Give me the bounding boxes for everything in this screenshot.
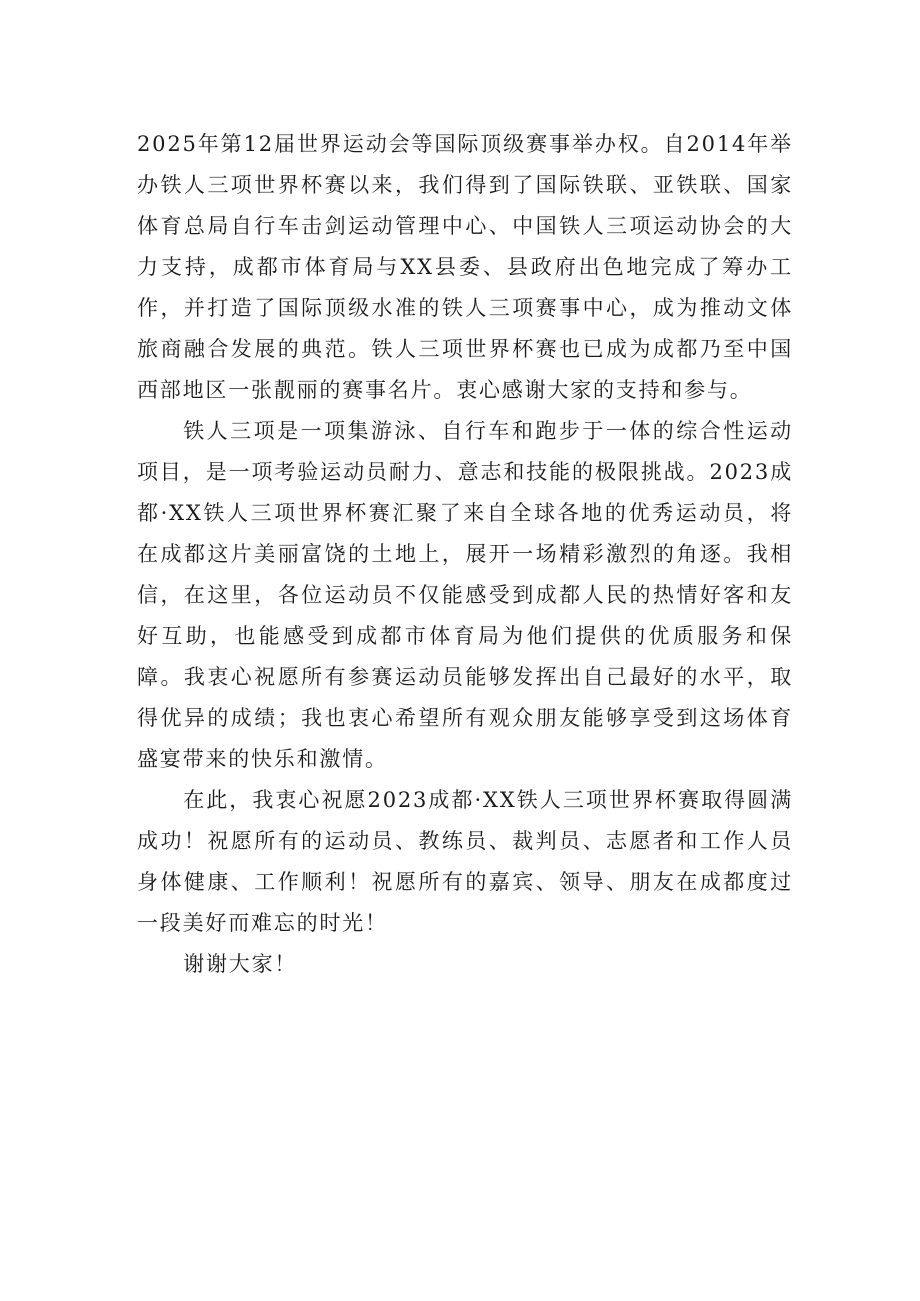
- paragraph-continuation: 2025年第12届世界运动会等国际顶级赛事举办权。自2014年举办铁人三项世界杯赛以来，我们得到了国际铁联、亚铁联、国家体育总局自行车击剑运动管理中心、中国铁人三项运动协会的大力支持，成都市体育局与XX县委、县政府出色地完成了筹办工作，并打造了国际顶级水准的铁人三项赛事中心，成为推动文体旅商融合发展的典范。铁人三项世界杯赛也已成为成都乃至中国西部地区一张靓丽的赛事名片。衷心感谢大家的支持和参与。: [137, 132, 793, 402]
- paragraph-triathlon: 铁人三项是一项集游泳、自行车和跑步于一体的综合性运动项目，是一项考验运动员耐力、意志和技能的极限挑战。2023成都·XX铁人三项世界杯赛汇聚了来自全球各地的优秀运动员，将在成都这片美丽富饶的土地上，展开一场精彩激烈的角逐。我相信，在这里，各位运动员不仅能感受到成都人民的热情好客和友好互助，也能感受到成都市体育局为他们提供的优质服务和保障。我衷心祝愿所有参赛运动员能够发挥出自己最好的水平，取得优异的成绩；我也衷心希望所有观众朋友能够享受到这场体育盛宴带来的快乐和激情。: [137, 419, 793, 771]
- document-body: [137, 124, 793, 985]
- paragraph-thanks: 谢谢大家！: [183, 952, 298, 976]
- paragraph-wishes: 在此，我衷心祝愿2023成都·XX铁人三项世界杯赛取得圆满成功！祝愿所有的运动员、教练员、裁判员、志愿者和工作人员身体健康、工作顺利！祝愿所有的嘉宾、领导、朋友在成都度过一段美好而难忘的时光！: [137, 788, 793, 935]
